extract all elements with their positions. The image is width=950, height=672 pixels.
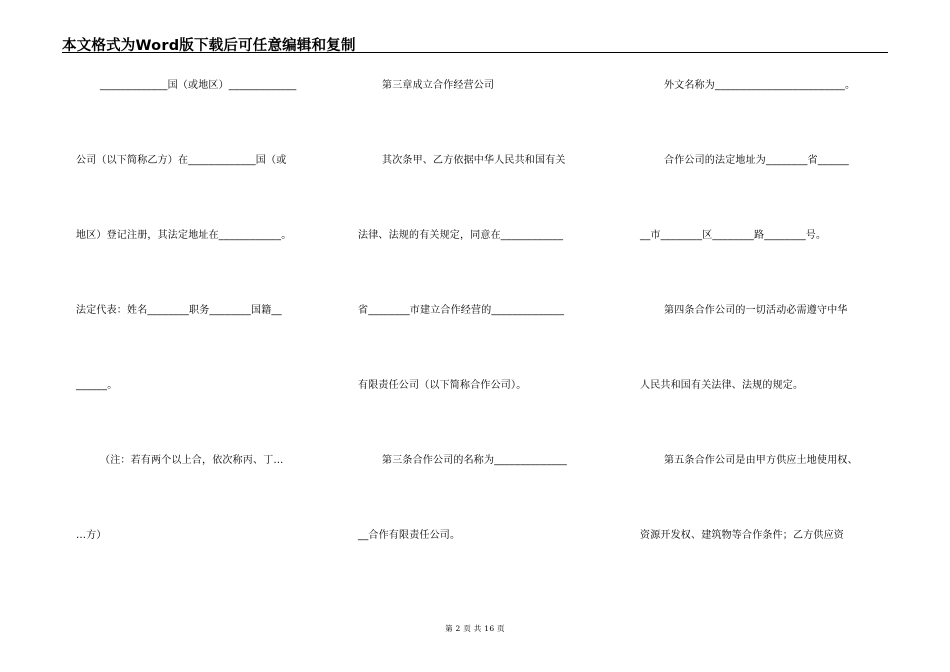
- text-line: 省________市建立合作经营的______________: [358, 305, 565, 316]
- text-line: 人民共和国有关法律、法规的规定。: [640, 380, 804, 391]
- text-line: _____________国（或地区）_____________: [100, 80, 297, 91]
- document-header-title: 本文格式为Word版下载后可任意编辑和复制: [62, 38, 356, 54]
- text-line: 第五条合作公司是由甲方供应土地使用权、: [664, 455, 858, 466]
- text-line: 法律、法规的有关规定，同意在____________: [358, 230, 564, 241]
- text-line: 法定代表：姓名________职务________国籍__: [76, 305, 282, 316]
- text-line: 合作公司的法定地址为________省______: [664, 155, 849, 166]
- text-line: （注：若有两个以上合，依次称丙、丁…: [100, 455, 284, 466]
- page-number-footer: 第 2 页 共 16 页: [445, 624, 505, 633]
- text-line: ______。: [76, 380, 118, 391]
- text-line: 第四条合作公司的一切活动必需遵守中华: [664, 305, 848, 316]
- text-line: 外文名称为_________________________。: [664, 80, 856, 91]
- text-line: 公司（以下简称乙方）在_____________国（或: [76, 155, 287, 166]
- text-line: 有限责任公司（以下简称合作公司）。: [358, 380, 527, 391]
- text-line: 其次条甲、乙方依据中华人民共和国有关: [382, 155, 566, 166]
- text-line: …方）: [76, 530, 107, 541]
- text-line: 资源开发权、建筑物等合作条件；乙方供应资: [640, 530, 844, 541]
- header-divider: [62, 52, 888, 53]
- text-line: __市________区________路________号。: [640, 230, 827, 241]
- text-line: 第三条合作公司的名称为______________: [382, 455, 567, 466]
- text-line: 地区）登记注册，其法定地址在____________。: [76, 230, 292, 241]
- chapter-heading: 第三章成立合作经营公司: [382, 80, 495, 91]
- text-line: __合作有限责任公司。: [358, 530, 461, 541]
